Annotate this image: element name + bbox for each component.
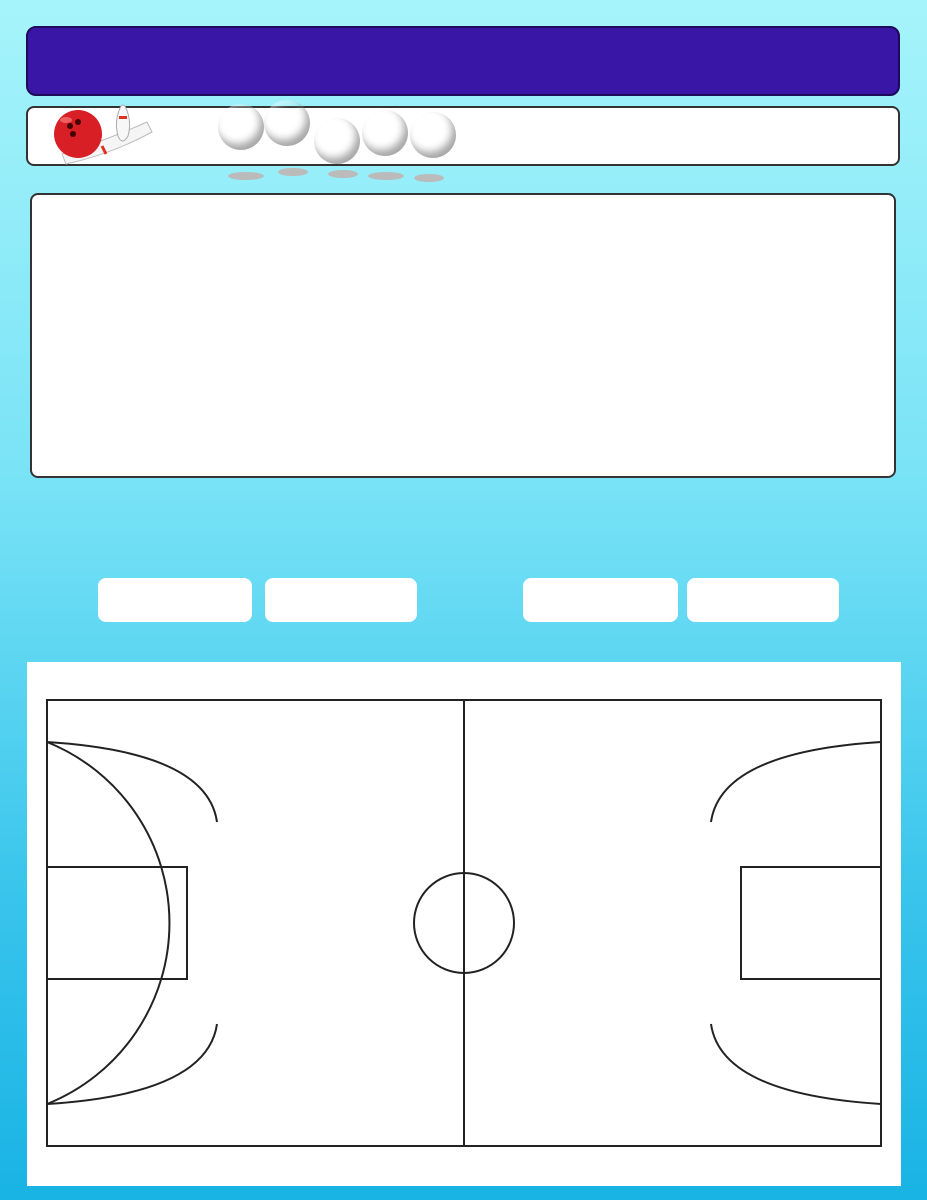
subtitle-banner [26, 106, 900, 166]
bingo-letter [314, 118, 360, 164]
shadow-icon [228, 172, 264, 180]
gym-floor [27, 662, 901, 1186]
ball-returners-label-right [523, 578, 678, 622]
shadow-icon [278, 168, 308, 176]
instructions-panel [30, 193, 896, 478]
left-three-point-arc [47, 742, 169, 1104]
bingo-letter [264, 100, 310, 146]
bowling-logo-icon [42, 102, 162, 172]
pin-setters-label-left [265, 578, 417, 622]
bingo-logo [218, 100, 458, 186]
bingo-letter [362, 110, 408, 156]
right-arc-top [711, 742, 881, 822]
shadow-icon [328, 170, 358, 178]
shadow-icon [414, 174, 444, 182]
ball-returners-label-left [98, 578, 252, 622]
pin-setters-label-right [687, 578, 839, 622]
gym-diagram [27, 662, 901, 1186]
title-banner [26, 26, 900, 96]
shadow-icon [368, 172, 404, 180]
right-arc-bottom [711, 1024, 881, 1104]
bingo-letter [410, 112, 456, 158]
bingo-letter [218, 104, 264, 150]
right-key [741, 867, 881, 979]
